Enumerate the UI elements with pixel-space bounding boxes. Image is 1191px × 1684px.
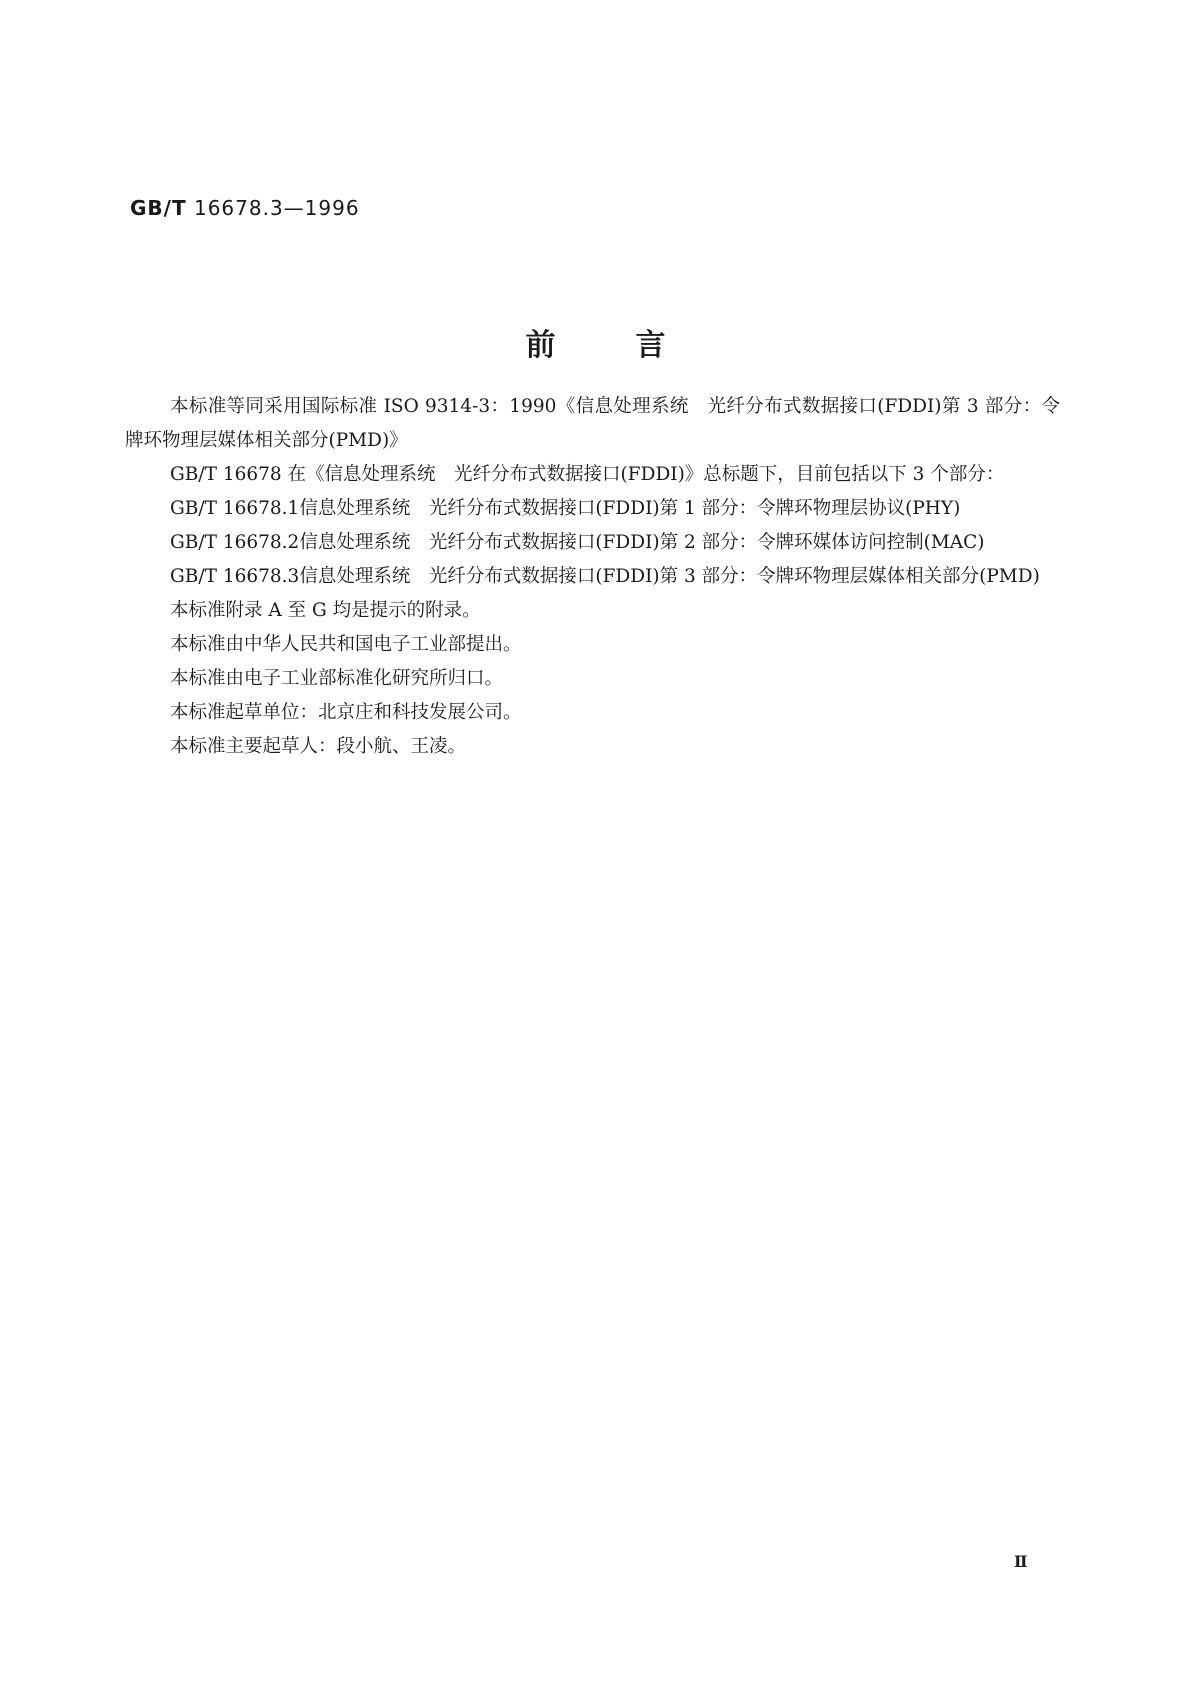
part-description: 信息处理系统 光纤分布式数据接口(FDDI)第 1 部分：令牌环物理层协议(PHY) <box>299 498 961 519</box>
part-item <box>125 526 1060 560</box>
part-description: 信息处理系统 光纤分布式数据接口(FDDI)第 2 部分：令牌环媒体访问控制(MAC) <box>299 532 985 553</box>
part-item <box>125 560 1060 594</box>
foreword-body <box>125 390 1060 764</box>
note-line: 本标准由中华人民共和国电子工业部提出。 <box>170 634 522 655</box>
part-id: GB/T 16678.2 <box>170 532 300 553</box>
part-item <box>125 492 1060 526</box>
part-description: 信息处理系统 光纤分布式数据接口(FDDI)第 3 部分：令牌环物理层媒体相关部分(PMD) <box>299 566 1040 587</box>
standard-prefix: GB/T <box>130 196 187 220</box>
intro-paragraph: 本标准等同采用国际标准 ISO 9314-3：1990《信息处理系统 光纤分布式数据接口(FDDI)第 3 部分：令牌环物理层媒体相关部分(PMD)》 <box>125 396 1060 451</box>
page-number: Ⅱ <box>1014 1552 1028 1571</box>
part-id: GB/T 16678.1 <box>170 498 300 519</box>
standard-code: 16678.3—1996 <box>193 196 360 220</box>
note-line: 本标准主要起草人：段小航、王凌。 <box>170 736 467 757</box>
page-title: 前言 <box>525 328 746 363</box>
part-id: GB/T 16678.3 <box>170 566 300 587</box>
standard-number <box>130 196 360 220</box>
note-line: 本标准起草单位：北京庄和科技发展公司。 <box>170 702 522 723</box>
note-line: 本标准由电子工业部标准化研究所归口。 <box>170 668 504 689</box>
note-line: 本标准附录 A 至 G 均是提示的附录。 <box>170 600 481 621</box>
overview-paragraph: GB/T 16678 在《信息处理系统 光纤分布式数据接口(FDDI)》总标题下，目前包括以下 3 个部分： <box>170 464 1005 485</box>
